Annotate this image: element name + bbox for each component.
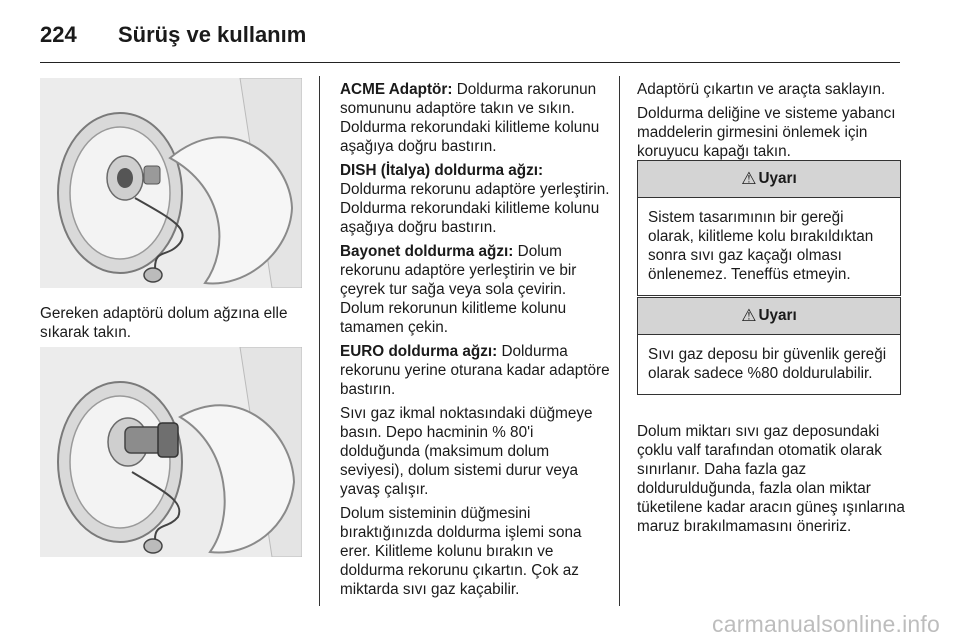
paragraph-remove-adapter: Adaptörü çıkartın ve araçta saklayın. [637, 81, 886, 98]
acme-text: Doldurma rakorunun somununu adaptöre takın ve sıkın. Doldurma rekorundaki kilitleme kolunu aşağıya doğru bastırın. [340, 81, 600, 155]
dish-text: Doldurma rekorunu adaptöre yerleştirin. Doldurma rekorundaki kilitleme kolunu aşağıya doğru bastırın. [340, 181, 610, 236]
warning-title-1: Uyarı [758, 170, 797, 187]
paragraph-dish [340, 161, 610, 237]
right-column-bottom [637, 422, 905, 541]
paragraph-fill-limit: Dolum miktarı sıvı gaz deposundaki çoklu valf tarafından otomatik olarak sınırlanır. Daha fazla gaz doldurulduğunda, fazla olan miktar tüketilene kadar aracın güneş ışınlarına maruz bırakılmamasını öneririz. [637, 423, 905, 535]
paragraph-protective-cap: Doldurma deliğine ve sisteme yabancı maddelerin girmesini önlemek için koruyucu kapağı takın. [637, 105, 896, 160]
figure-fuel-flap-adapter-1 [40, 78, 302, 288]
warning-box-1 [637, 160, 901, 296]
warning-header-2 [638, 298, 900, 335]
right-column-top [637, 80, 905, 166]
warning-text-2: Sıvı gaz deposu bir güvenlik gereği olarak sadece %80 doldurulabilir. [648, 346, 887, 382]
euro-label: EURO doldurma ağzı: [340, 343, 498, 360]
dish-label: DISH (İtalya) doldurma ağzı: [340, 162, 544, 179]
warning-triangle-icon: ⚠ [741, 169, 757, 188]
fuel-flap-illustration-1 [40, 78, 302, 288]
middle-column [340, 80, 610, 604]
figure-caption: Gereken adaptörü dolum ağzına elle sıkarak takın. [40, 305, 288, 341]
warning-triangle-icon: ⚠ [741, 306, 757, 325]
warning-text-1: Sistem tasarımının bir gereği olarak, kilitleme kolu bırakıldıktan sonra sıvı gaz kaçağı olması önlenemez. Teneffüs etmeyin. [648, 209, 874, 283]
warning-box-2 [637, 297, 901, 395]
chapter-title: Sürüş ve kullanım [118, 22, 307, 47]
figure-fuel-flap-adapter-2 [40, 347, 302, 557]
acme-label: ACME Adaptör: [340, 81, 453, 98]
paragraph-euro [340, 342, 610, 399]
bayonet-text: Dolum rekorunu adaptöre yerleştirin ve bir çeyrek tur sağa veya sola çevirin. Dolum rekorunun kilitleme kolunu tamamen çekin. [340, 243, 577, 336]
page-number: 224 [40, 22, 77, 47]
warning-title-2: Uyarı [758, 307, 797, 324]
watermark: carmanualsonline.info [712, 611, 940, 637]
warning-header-1 [638, 161, 900, 198]
column-divider-right [619, 76, 620, 606]
paragraph-acme [340, 80, 610, 156]
column-divider-left [319, 76, 320, 606]
page-header [40, 12, 900, 63]
paragraph-button: Sıvı gaz ikmal noktasındaki düğmeye basın. Depo hacminin % 80'i dolduğunda (maksimum dolum seviyesi), dolum sistemi durur veya yavaş çalışır. [340, 405, 593, 498]
euro-text: Doldurma rekorunu yerine oturana kadar adaptöre bastırın. [340, 343, 610, 398]
bayonet-label: Bayonet doldurma ağzı: [340, 243, 514, 260]
fuel-flap-illustration-2 [40, 347, 302, 557]
paragraph-bayonet [340, 242, 610, 337]
paragraph-release: Dolum sisteminin düğmesini bıraktığınızda doldurma işlemi sona erer. Kilitleme kolunu bırakın ve doldurma rekorunu çıkartın. Çok az miktarda sıvı gaz kaçabilir. [340, 505, 582, 598]
